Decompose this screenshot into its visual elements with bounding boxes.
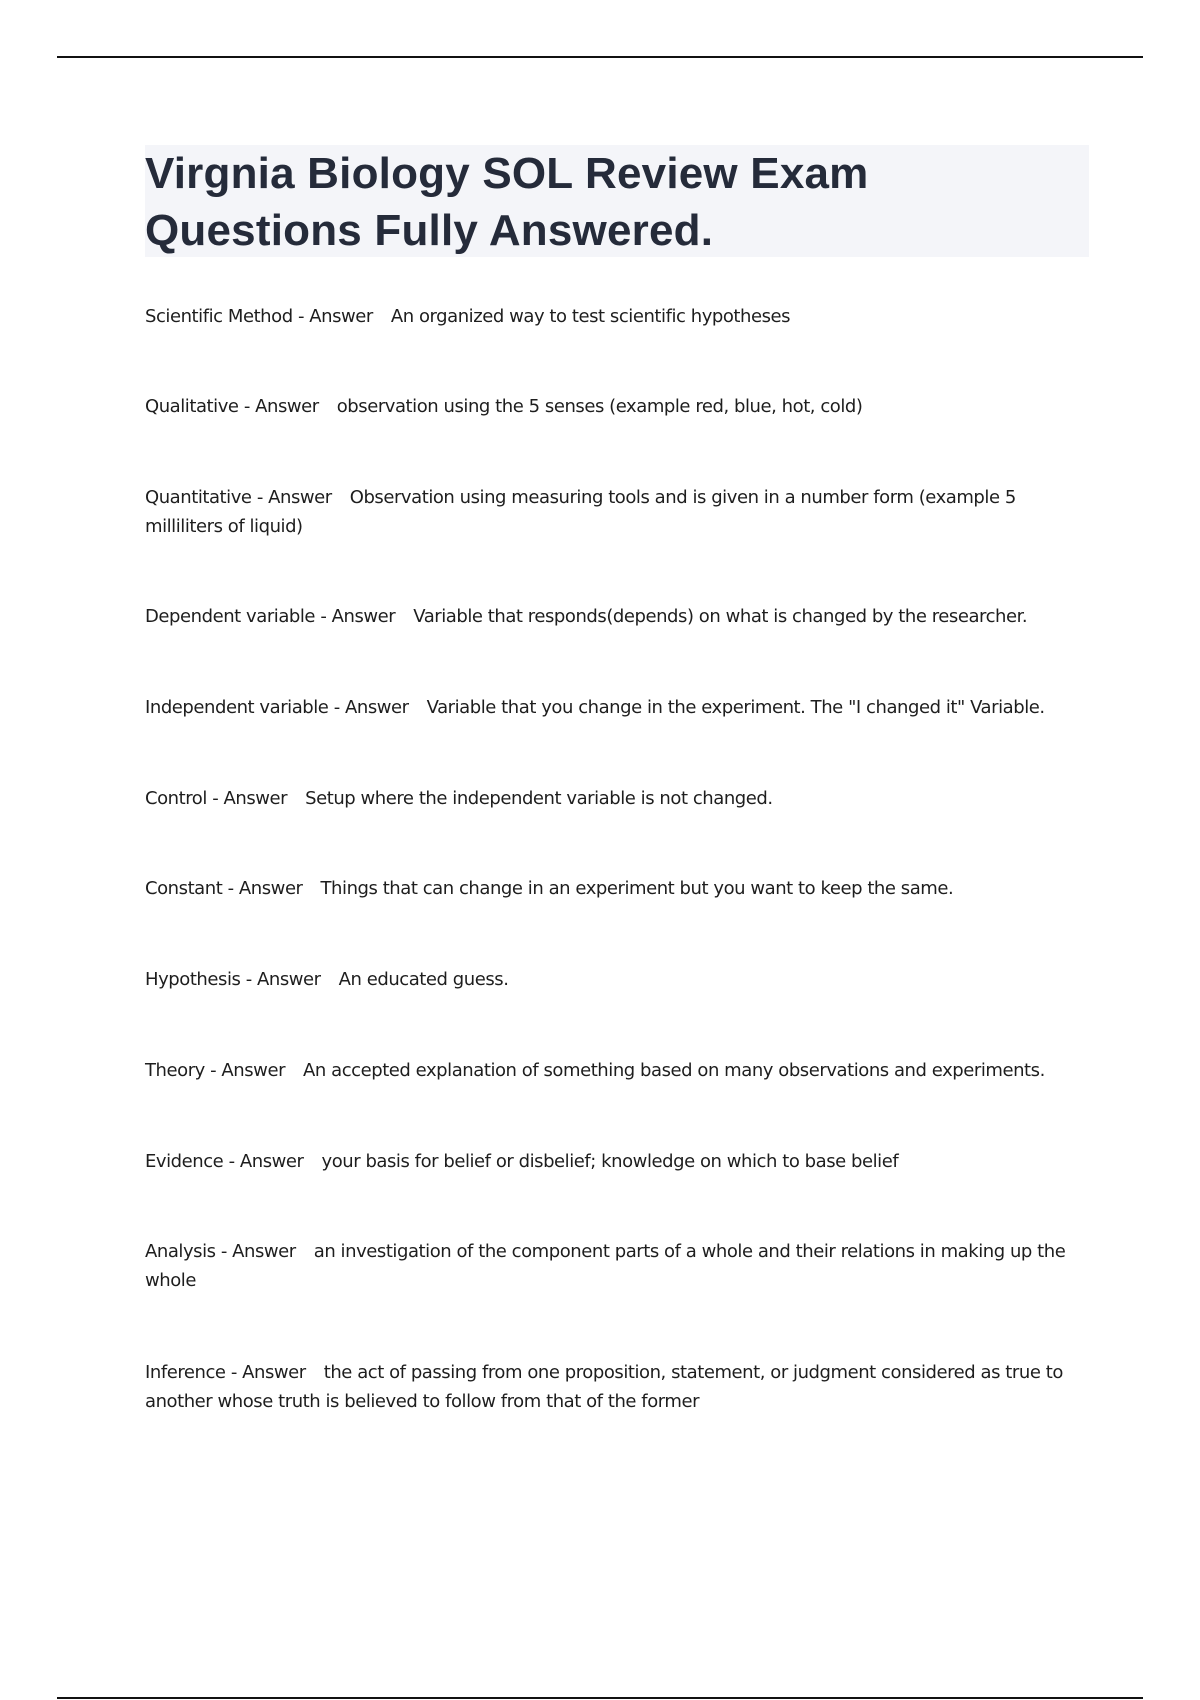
qa-item bbox=[145, 1237, 1089, 1295]
qa-separator: - Answer bbox=[292, 306, 373, 327]
qa-item bbox=[145, 693, 1089, 722]
qa-term: Control bbox=[145, 788, 207, 809]
qa-definition: an investigation of the component parts of a whole and their relations in making up the whole bbox=[145, 1241, 1071, 1291]
qa-separator: - Answer bbox=[204, 1060, 286, 1081]
qa-item bbox=[145, 602, 1089, 631]
qa-term: Theory bbox=[145, 1060, 205, 1081]
top-rule bbox=[57, 56, 1143, 58]
qa-term: Analysis bbox=[145, 1241, 216, 1262]
document-title: Virgnia Biology SOL Review Exam Questions Fully Answered. bbox=[145, 149, 869, 255]
qa-item bbox=[145, 784, 1089, 813]
qa-item bbox=[145, 392, 1089, 421]
qa-term: Constant bbox=[145, 878, 223, 899]
qa-definition: the act of passing from one proposition, statement, or judgment considered as true to another whose truth is believed to follow from that of the former bbox=[145, 1362, 1069, 1412]
qa-separator: - Answer bbox=[206, 788, 288, 809]
qa-term: Inference bbox=[145, 1362, 226, 1383]
qa-item bbox=[145, 1147, 1089, 1176]
qa-definition: Variable that responds(depends) on what is changed by the researcher. bbox=[413, 606, 1028, 627]
qa-item bbox=[145, 965, 1089, 994]
qa-separator: - Answer bbox=[222, 878, 303, 899]
qa-separator: - Answer bbox=[251, 487, 332, 508]
qa-definition: An accepted explanation of something based on many observations and experiments. bbox=[303, 1060, 1045, 1081]
qa-separator: - Answer bbox=[315, 606, 396, 627]
qa-separator: - Answer bbox=[328, 697, 409, 718]
qa-term: Qualitative bbox=[145, 396, 239, 417]
qa-item bbox=[145, 483, 1089, 541]
qa-item bbox=[145, 1358, 1089, 1416]
qa-item bbox=[145, 874, 1089, 903]
qa-definition: Variable that you change in the experiment. The "I changed it" Variable. bbox=[426, 697, 1045, 718]
qa-definition: Setup where the independent variable is not changed. bbox=[305, 788, 773, 809]
qa-definition: Observation using measuring tools and is given in a number form (example 5 milliliters of liquid) bbox=[145, 487, 1022, 537]
qa-separator: - Answer bbox=[223, 1151, 304, 1172]
qa-separator: - Answer bbox=[215, 1241, 296, 1262]
qa-term: Independent variable bbox=[145, 697, 329, 718]
qa-term: Hypothesis bbox=[145, 969, 241, 990]
qa-definition: Things that can change in an experiment but you want to keep the same. bbox=[320, 878, 954, 899]
qa-definition: your basis for belief or disbelief; knowledge on which to base belief bbox=[321, 1151, 899, 1172]
bottom-rule bbox=[57, 1697, 1143, 1699]
qa-term: Dependent variable bbox=[145, 606, 316, 627]
qa-item bbox=[145, 302, 1089, 331]
qa-definition: An educated guess. bbox=[338, 969, 509, 990]
qa-item bbox=[145, 1056, 1089, 1085]
qa-definition: An organized way to test scientific hypotheses bbox=[390, 306, 791, 327]
qa-separator: - Answer bbox=[238, 396, 319, 417]
qa-term: Scientific Method bbox=[145, 306, 293, 327]
qa-separator: - Answer bbox=[240, 969, 321, 990]
qa-separator: - Answer bbox=[225, 1362, 306, 1383]
qa-term: Quantitative bbox=[145, 487, 252, 508]
qa-definition: observation using the 5 senses (example red, blue, hot, cold) bbox=[336, 396, 863, 417]
title-block bbox=[145, 145, 1089, 257]
qa-term: Evidence bbox=[145, 1151, 224, 1172]
